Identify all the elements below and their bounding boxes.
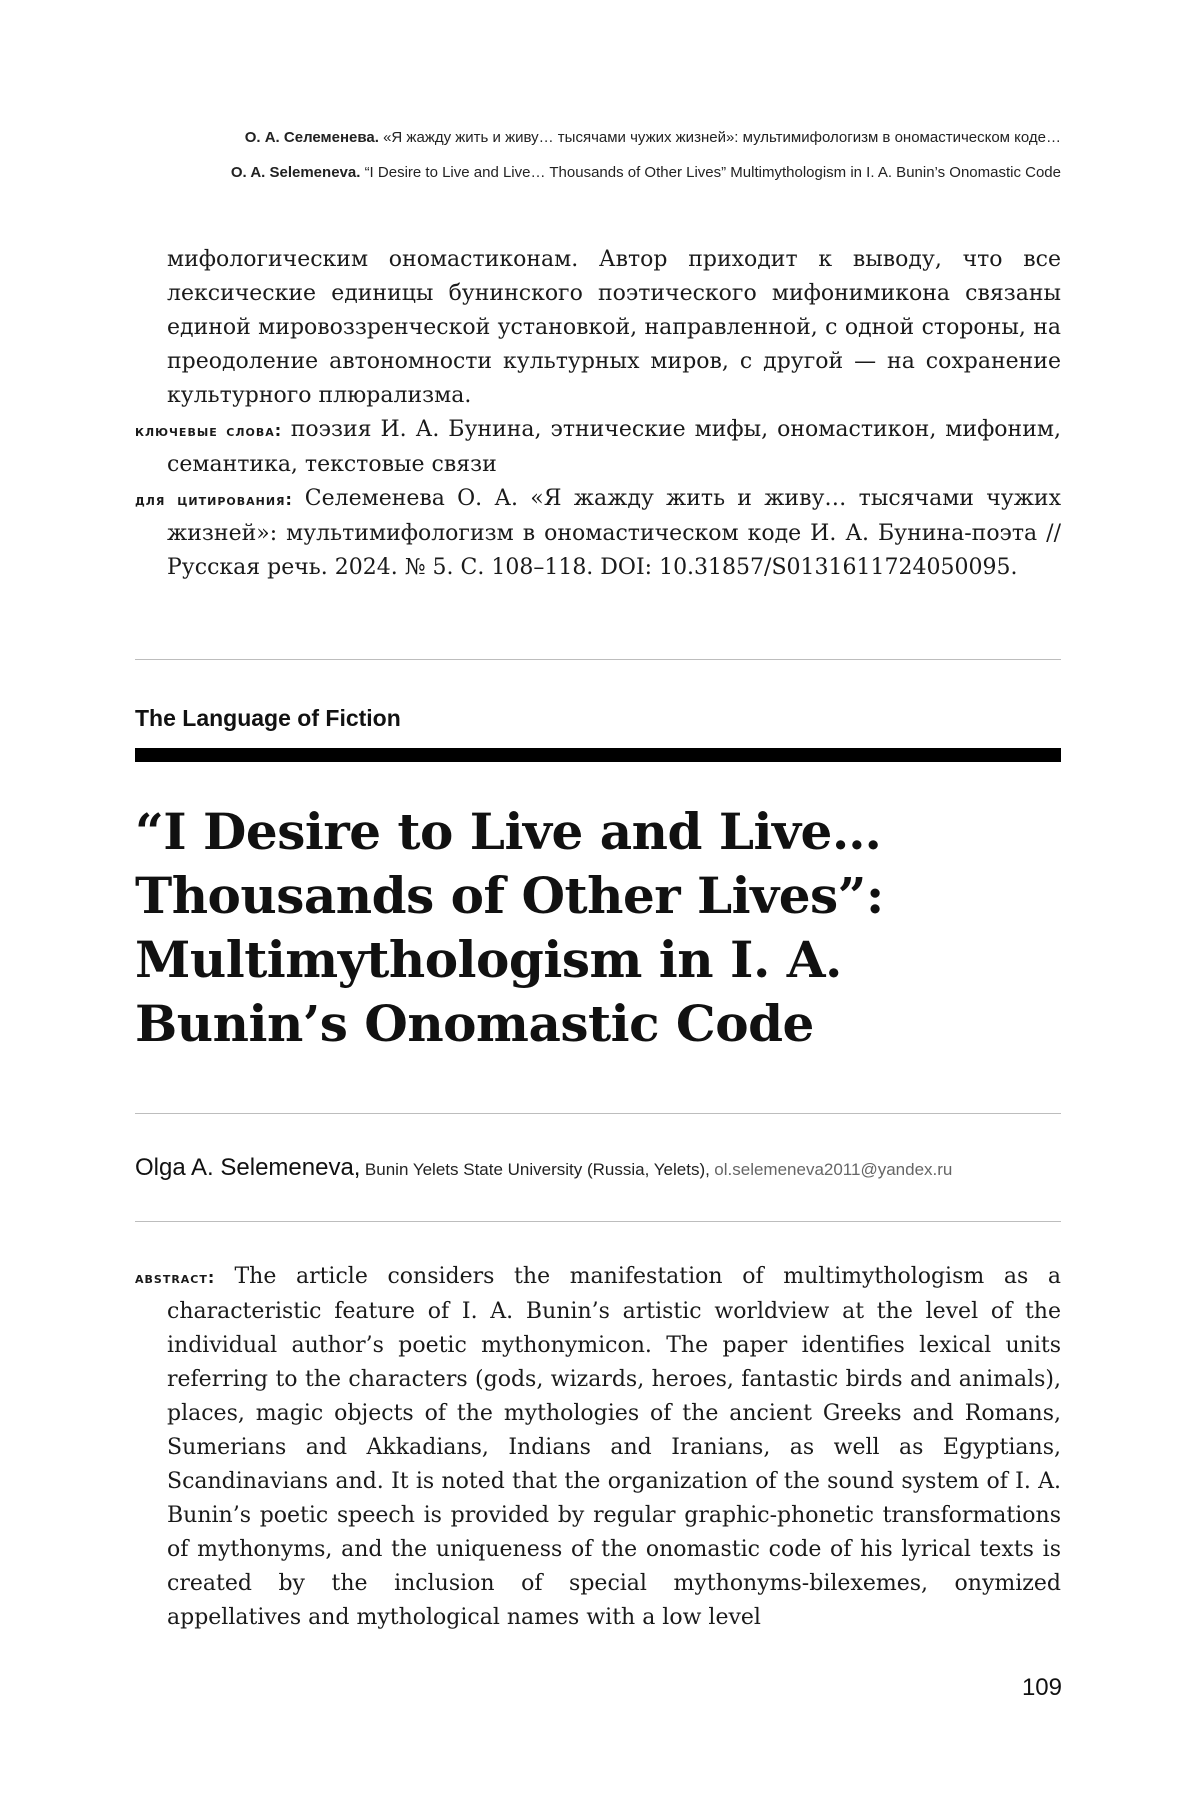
running-head-ru-author: О. А. Селеменева. — [244, 129, 379, 146]
section-rule — [135, 748, 1061, 762]
divider-top — [135, 659, 1061, 660]
abstract-label: abstract — [135, 1268, 208, 1287]
article-title: “I Desire to Live and Live… Thousands of Other Lives”: Multimythologism in I. A. Bunin’s Onomastic Code — [135, 802, 884, 1053]
author-affiliation: Bunin Yelets State University (Russia, Yelets), — [364, 1160, 710, 1179]
abstract-block — [135, 1260, 1061, 1635]
page-number: 109 — [1021, 1674, 1062, 1701]
section-heading: The Language of Fiction — [135, 705, 401, 731]
running-head-en-author: O. A. Selemeneva. — [230, 164, 361, 181]
ru-abstract-tail: мифологическим ономастиконам. Автор приходит к выводу, что все лексические единицы бунинского поэтического мифонимикона связаны единой мировоззренческой установкой, направленной, с одной стороны, на преодоление автономности культурных миров, с другой — на сохранение культурного плюрализма. — [167, 247, 1061, 408]
running-head-en — [135, 164, 1061, 181]
citation-text: Селеменева О. А. «Я жажду жить и живу… тысячами чужих жизней»: мультимифологизм в ономастическом коде И. А. Бунина-поэта // Русская речь. 2024. № 5. С. 108–118. DOI: 10.31857/S0131611724050095. — [167, 486, 1061, 580]
running-head-ru — [135, 129, 1061, 146]
citation: для цитирования: Селеменева О. А. «Я жажду жить и живу… тысячами чужих жизней»: мультимифологизм в ономастическом коде И. А. Бунина-поэта // Русская речь. 2024. № 5. С. 108–118. DOI: 10.31857/S0131611724050095. — [135, 486, 1061, 580]
keywords: ключевые слова: поэзия И. А. Бунина, этнические мифы, ономастикон, мифоним, семантика, текстовые связи — [135, 417, 1061, 477]
ru-abstract-block — [135, 243, 1061, 585]
running-head-en-title: “I Desire to Live and Live… Thousands of Other Lives” Multimythologism in I. A. Bunin’s Onomastic Code — [364, 164, 1061, 181]
keywords-text: поэзия И. А. Бунина, этнические мифы, ономастикон, мифоним, семантика, текстовые связи — [167, 417, 1061, 477]
citation-label: для цитирования — [135, 490, 286, 509]
author-email: ol.selemeneva2011@yandex.ru — [714, 1160, 953, 1179]
author-name: Olga A. Selemeneva, — [135, 1154, 361, 1181]
divider-author-bottom — [135, 1221, 1061, 1222]
divider-author-top — [135, 1113, 1061, 1114]
author-line — [135, 1154, 1061, 1182]
running-head-ru-title: «Я жажду жить и живу… тысячами чужих жизней»: мультимифологизм в ономастическом коде… — [383, 129, 1061, 146]
abstract-text: The article considers the manifestation of multimythologism as a characteristic feature of I. A. Bunin’s artistic worldview at the level of the individual author’s poetic mythonymicon. The paper identifies lexical units referring to the characters (gods, wizards, heroes, fantastic birds and animals), places, magic objects of the mythologies of the ancient Greeks and Romans, Sumerians and Akkadians, Indians and Iranians, as well as Egyptians, Scandinavians and. It is noted that the organization of the sound system of I. A. Bunin’s poetic speech is provided by regular graphic-phonetic transformations of mythonyms, and the uniqueness of the onomastic code of his lyrical texts is created by the inclusion of special mythonyms-bilexemes, onymized appellatives and mythological names with a low level — [167, 1264, 1061, 1630]
keywords-label: ключевые слова — [135, 421, 275, 440]
abstract: abstract: The article considers the manifestation of multimythologism as a characteristic feature of I. A. Bunin’s artistic worldview at the level of the individual author’s poetic mythonymicon. The paper identifies lexical units referring to the characters (gods, wizards, heroes, fantastic birds and animals), places, magic objects of the mythologies of the ancient Greeks and Romans, Sumerians and Akkadians, Indians and Iranians, as well as Egyptians, Scandinavians and. It is noted that the organization of the sound system of I. A. Bunin’s poetic speech is provided by regular graphic-phonetic transformations of mythonyms, and the uniqueness of the onomastic code of his lyrical texts is created by the inclusion of special mythonyms-bilexemes, onymized appellatives and mythological names with a low level — [135, 1264, 1061, 1630]
